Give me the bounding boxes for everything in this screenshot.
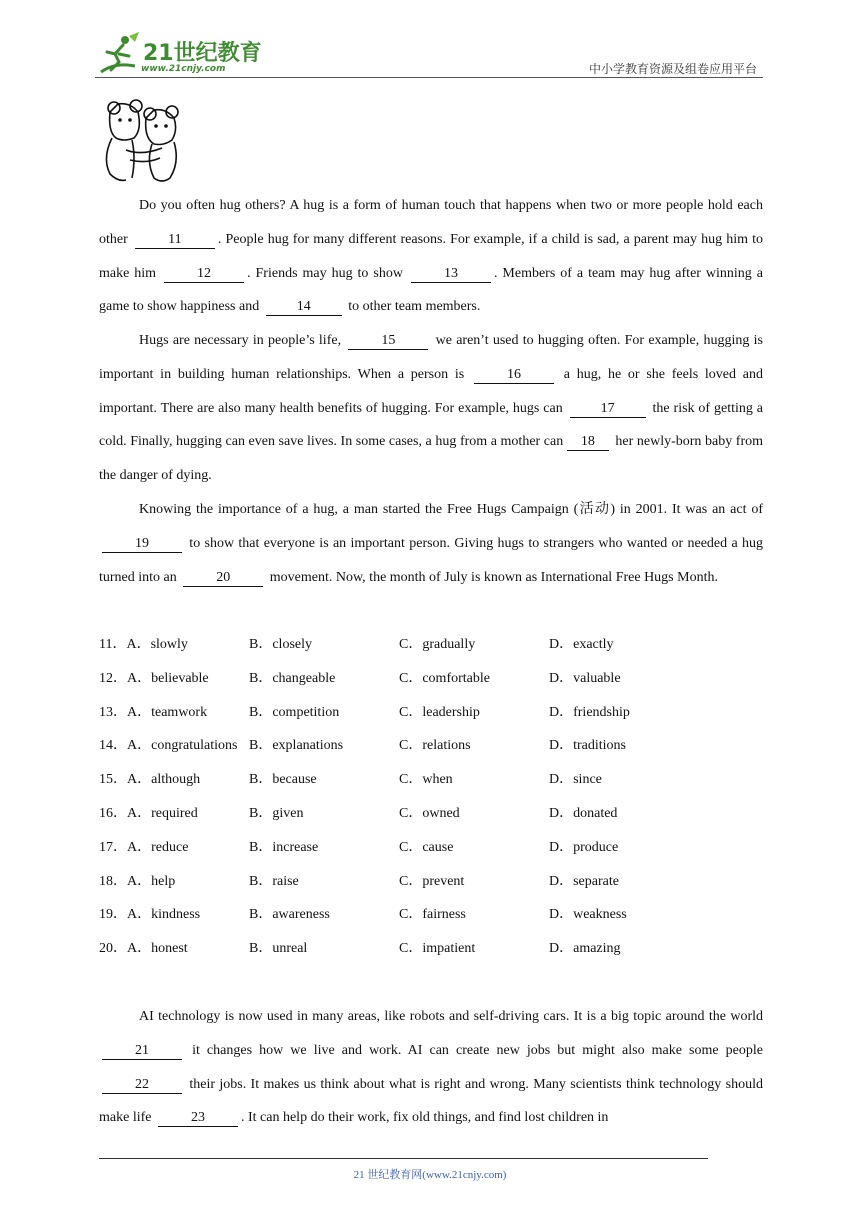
option-b[interactable]: B．awareness	[249, 907, 330, 923]
option-c[interactable]: C．relations	[399, 738, 471, 754]
option-c[interactable]: C．owned	[399, 805, 460, 821]
question-row-18	[99, 865, 763, 899]
option-c[interactable]: C．cause	[399, 839, 454, 855]
option-c[interactable]: C．prevent	[399, 873, 465, 889]
question-row-14	[99, 729, 763, 763]
text-segment: it changes how we live and work. AI can create new jobs but might also make some people	[185, 1042, 763, 1058]
text-segment: their jobs. It makes us think about what is right and wrong. Many scientists think technology should make life	[99, 1076, 763, 1126]
question-label: 20．A．honest	[99, 941, 188, 957]
logo-url: www.21cnjy.com	[141, 64, 226, 74]
text-segment: . People hug for many different reasons. For example, if a child is sad, a parent may hug him to make him	[99, 231, 763, 281]
option-c[interactable]: C．leadership	[399, 704, 480, 720]
hugging-bears-illustration	[102, 98, 186, 184]
text-segment: . Friends may hug to show	[247, 265, 408, 281]
footer-divider	[99, 1158, 708, 1159]
blank-20[interactable]: 20	[183, 570, 263, 587]
option-d[interactable]: D．weakness	[549, 907, 627, 923]
question-label: 16．A．required	[99, 805, 198, 821]
passage1-paragraph-3	[99, 493, 763, 594]
option-d[interactable]: D．amazing	[549, 941, 621, 957]
blank-23[interactable]: 23	[158, 1110, 238, 1127]
question-label: 19．A．kindness	[99, 907, 201, 923]
option-c[interactable]: C．fairness	[399, 907, 466, 923]
blank-16[interactable]: 16	[474, 367, 554, 384]
option-b[interactable]: B．unreal	[249, 941, 308, 957]
question-label: 14．A．congratulations	[99, 738, 238, 754]
question-row-19	[99, 898, 763, 932]
option-d[interactable]: D．traditions	[549, 738, 626, 754]
question-label: 11．A．slowly	[99, 637, 188, 652]
option-b[interactable]: B．changeable	[249, 670, 336, 686]
option-b[interactable]: B．explanations	[249, 738, 344, 754]
option-d[interactable]: D．separate	[549, 873, 619, 889]
runner-logo-icon	[95, 32, 141, 76]
text-segment: AI technology is now used in many areas, like robots and self-driving cars. It is a big topic around the world	[139, 1009, 763, 1024]
text-segment: to other team members.	[344, 299, 481, 315]
option-b[interactable]: B．because	[249, 772, 317, 788]
text-segment: to show that everyone is an important person. Giving hugs to strangers who wanted or needed a hug turned into an	[99, 535, 763, 585]
question-row-15	[99, 763, 763, 797]
text-segment: Knowing the importance of a hug, a man started the Free Hugs Campaign (活动) in 2001. It was an act of	[139, 502, 763, 517]
option-c[interactable]: C．comfortable	[399, 670, 490, 686]
blank-14[interactable]: 14	[266, 299, 342, 316]
text-segment: . It can help do their work, fix old things, and find lost children in	[240, 1110, 609, 1126]
blank-19[interactable]: 19	[102, 536, 182, 553]
blank-15[interactable]: 15	[348, 333, 428, 350]
blank-18[interactable]: 18	[567, 434, 609, 451]
question-row-13	[99, 696, 763, 730]
page-header	[95, 32, 763, 78]
option-b[interactable]: B．competition	[249, 704, 340, 720]
option-b[interactable]: B．increase	[249, 839, 319, 855]
question-label: 12．A．believable	[99, 670, 209, 686]
question-label: 15．A．although	[99, 772, 201, 788]
question-row-17	[99, 831, 763, 865]
blank-12[interactable]: 12	[164, 266, 244, 283]
text-segment: . Members of a team may hug after winning a game to show happiness and	[99, 265, 763, 315]
text-segment: a hug, he or she feels loved and important. There are also many health benefits of hugging. For example, hugs can	[99, 366, 763, 416]
question-row-11	[99, 628, 763, 662]
passage2-paragraph-1	[99, 1000, 763, 1135]
text-segment: we aren’t used to hugging often. For example, hugging is important in building human relationships. When a person is	[99, 333, 763, 382]
options-list	[99, 628, 763, 966]
passage1-paragraph-1	[99, 189, 763, 324]
question-row-20	[99, 932, 763, 966]
question-label: 13．A．teamwork	[99, 704, 208, 720]
text-segment: movement. Now, the month of July is known as International Free Hugs Month.	[266, 569, 718, 585]
option-d[interactable]: D．donated	[549, 805, 618, 821]
site-logo[interactable]	[95, 32, 265, 78]
header-divider	[95, 77, 763, 78]
blank-22[interactable]: 22	[102, 1077, 182, 1094]
text-segment: the risk of getting a cold. Finally, hugging can even save lives. In some cases, a hug from a mother can	[99, 400, 763, 450]
blank-11[interactable]: 11	[135, 232, 215, 249]
option-b[interactable]: B．closely	[249, 637, 312, 652]
text-segment: Do you often hug others? A hug is a form of human touch that happens when two or more people hold each other	[99, 198, 763, 247]
blank-13[interactable]: 13	[411, 266, 491, 283]
option-d[interactable]: D．since	[549, 772, 602, 788]
blank-21[interactable]: 21	[102, 1043, 182, 1060]
header-platform-text: 中小学教育资源及组卷应用平台	[588, 62, 757, 76]
question-label: 17．A．reduce	[99, 839, 189, 855]
question-row-16	[99, 797, 763, 831]
option-d[interactable]: D．produce	[549, 839, 619, 855]
question-label: 18．A．help	[99, 873, 176, 889]
text-segment: her newly-born baby from the danger of dying.	[99, 434, 764, 484]
text-segment: Hugs are necessary in people’s life,	[139, 333, 346, 348]
option-d[interactable]: D．valuable	[549, 670, 621, 686]
option-d[interactable]: D．friendship	[549, 704, 630, 720]
option-b[interactable]: B．given	[249, 805, 304, 821]
page-footer[interactable]: 21 世纪教育网(www.21cnjy.com)	[353, 1169, 507, 1181]
logo-text: 21世纪教育	[143, 41, 262, 66]
option-c[interactable]: C．impatient	[399, 941, 476, 957]
blank-17[interactable]: 17	[570, 401, 646, 418]
option-c[interactable]: C．when	[399, 772, 453, 788]
passage1-paragraph-2	[99, 324, 763, 493]
question-row-12	[99, 662, 763, 696]
option-c[interactable]: C．gradually	[399, 637, 476, 652]
option-d[interactable]: D．exactly	[549, 637, 614, 652]
option-b[interactable]: B．raise	[249, 873, 299, 889]
